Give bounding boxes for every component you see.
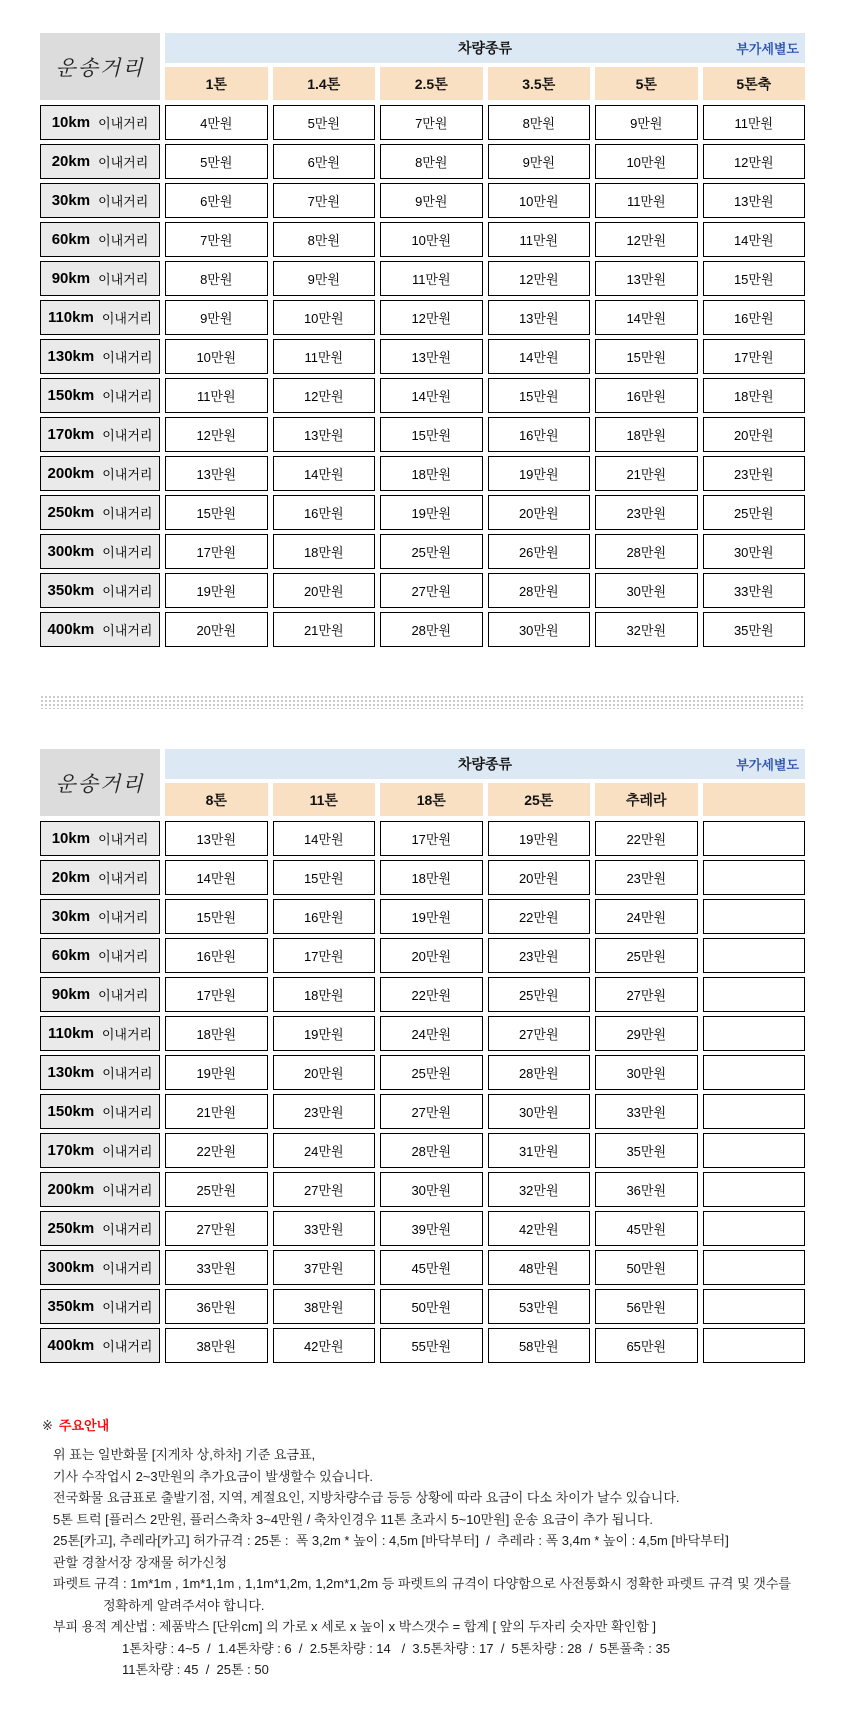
distance-value: 60km: [51, 947, 91, 964]
price-cell: 21만원: [595, 456, 698, 491]
price-cell: 13만원: [165, 821, 268, 856]
row-label: [40, 378, 160, 413]
price-cell: 16만원: [488, 417, 591, 452]
row-label: [40, 1094, 160, 1129]
table-header-right: [165, 749, 805, 816]
price-cell: 12만원: [380, 300, 483, 335]
price-cell: 13만원: [273, 417, 376, 452]
price-cell: 7만원: [273, 183, 376, 218]
price-cell: 17만원: [273, 938, 376, 973]
price-cell: 13만원: [703, 183, 806, 218]
price-cell: 16만원: [273, 899, 376, 934]
distance-value: 30km: [51, 192, 91, 209]
price-cell: 36만원: [595, 1172, 698, 1207]
distance-value: 150km: [47, 387, 95, 404]
row-label: [40, 495, 160, 530]
distance-suffix: 이내거리: [98, 910, 149, 925]
column-header: [703, 783, 806, 816]
price-cell: 15만원: [273, 860, 376, 895]
price-cell: 65만원: [595, 1328, 698, 1363]
price-cell: 15만원: [703, 261, 806, 296]
price-cell: 14만원: [595, 300, 698, 335]
price-cell: 23만원: [488, 938, 591, 973]
price-cell: 28만원: [488, 573, 591, 608]
distance-value: 400km: [47, 621, 95, 638]
distance-value: 170km: [47, 1142, 95, 1159]
price-cell: 9만원: [165, 300, 268, 335]
distance-suffix: 이내거리: [102, 428, 153, 443]
notice-line: 위 표는 일반화물 [지게차 상,하차] 기준 요금표,: [53, 1447, 316, 1462]
price-cell: 18만원: [380, 860, 483, 895]
row-label: [40, 300, 160, 335]
price-cell: 33만원: [273, 1211, 376, 1246]
price-cell: 36만원: [165, 1289, 268, 1324]
distance-suffix: 이내거리: [102, 467, 153, 482]
price-cell: 8만원: [488, 105, 591, 140]
distance-header: 운송거리: [40, 33, 160, 100]
price-cell: 9만원: [273, 261, 376, 296]
price-cell: 32만원: [595, 612, 698, 647]
distance-value: 110km: [47, 309, 94, 326]
price-cell: 48만원: [488, 1250, 591, 1285]
price-cell: 30만원: [488, 612, 591, 647]
distance-suffix: 이내거리: [102, 1339, 153, 1354]
price-cell: 19만원: [488, 456, 591, 491]
price-cell: 25만원: [165, 1172, 268, 1207]
distance-header: 운송거리: [40, 749, 160, 816]
column-header: 25톤: [488, 783, 591, 816]
price-cell: 9만원: [380, 183, 483, 218]
table-header-right: [165, 33, 805, 100]
column-header: 추레라: [595, 783, 698, 816]
distance-value: 300km: [47, 543, 95, 560]
row-label: [40, 456, 160, 491]
price-cell: 30만원: [380, 1172, 483, 1207]
distance-value: 60km: [51, 231, 91, 248]
price-cell: 9만원: [595, 105, 698, 140]
price-cell: 4만원: [165, 105, 268, 140]
distance-value: 400km: [47, 1337, 95, 1354]
price-cell: 25만원: [595, 938, 698, 973]
distance-value: 170km: [47, 426, 95, 443]
price-cell: 21만원: [165, 1094, 268, 1129]
row-label: [40, 1016, 160, 1051]
column-headers: [165, 783, 805, 816]
distance-suffix: 이내거리: [98, 949, 149, 964]
row-label: [40, 417, 160, 452]
price-cell: 8만원: [273, 222, 376, 257]
price-cell: 11만원: [488, 222, 591, 257]
price-cell: 27만원: [165, 1211, 268, 1246]
price-cell: 58만원: [488, 1328, 591, 1363]
table-header: [40, 749, 805, 816]
price-cell: 33만원: [165, 1250, 268, 1285]
distance-suffix: 이내거리: [102, 1183, 153, 1198]
price-cell: [703, 1289, 806, 1324]
price-cell: 18만원: [165, 1016, 268, 1051]
price-cell: 27만원: [273, 1172, 376, 1207]
price-cell: [703, 899, 806, 934]
distance-value: 350km: [47, 1298, 95, 1315]
price-cell: [703, 1016, 806, 1051]
notice-line: 기사 수작업시 2~3만원의 추가요금이 발생할수 있습니다.: [53, 1468, 373, 1484]
price-cell: 42만원: [488, 1211, 591, 1246]
price-cell: 30만원: [595, 1055, 698, 1090]
price-cell: 18만원: [703, 378, 806, 413]
row-label: [40, 938, 160, 973]
distance-suffix: 이내거리: [98, 832, 149, 847]
price-cell: 17만원: [165, 977, 268, 1012]
price-cell: 28만원: [488, 1055, 591, 1090]
price-cell: 27만원: [488, 1016, 591, 1051]
price-cell: 7만원: [380, 105, 483, 140]
price-cell: 18만원: [595, 417, 698, 452]
price-cell: 5만원: [165, 144, 268, 179]
price-cell: 35만원: [595, 1133, 698, 1168]
column-headers: [165, 67, 805, 100]
distance-suffix: 이내거리: [98, 155, 149, 170]
price-cell: [703, 1250, 806, 1285]
fare-table-small-trucks: [40, 33, 805, 647]
price-cell: 31만원: [488, 1133, 591, 1168]
price-cell: 17만원: [703, 339, 806, 374]
distance-value: 300km: [47, 1259, 95, 1276]
price-cell: 30만원: [703, 534, 806, 569]
price-cell: 27만원: [595, 977, 698, 1012]
row-label: [40, 261, 160, 296]
row-label: [40, 1289, 160, 1324]
price-cell: 20만원: [165, 612, 268, 647]
column-header: 1.4톤: [273, 67, 376, 100]
price-cell: 27만원: [380, 1094, 483, 1129]
distance-value: 250km: [47, 1220, 95, 1237]
distance-value: 20km: [51, 153, 91, 170]
column-header: 2.5톤: [380, 67, 483, 100]
price-cell: 23만원: [703, 456, 806, 491]
price-cell: 25만원: [488, 977, 591, 1012]
distance-value: 10km: [51, 114, 91, 131]
row-label: [40, 612, 160, 647]
price-cell: 11만원: [380, 261, 483, 296]
row-label: [40, 1250, 160, 1285]
row-label: [40, 183, 160, 218]
price-cell: 19만원: [380, 899, 483, 934]
price-cell: 32만원: [488, 1172, 591, 1207]
row-label: [40, 899, 160, 934]
price-cell: 16만원: [703, 300, 806, 335]
price-cell: 15만원: [595, 339, 698, 374]
column-header: 8톤: [165, 783, 268, 816]
price-cell: 21만원: [273, 612, 376, 647]
price-cell: 35만원: [703, 612, 806, 647]
row-label: [40, 105, 160, 140]
price-cell: 50만원: [380, 1289, 483, 1324]
row-label: [40, 339, 160, 374]
price-cell: 6만원: [165, 183, 268, 218]
distance-value: 250km: [47, 504, 95, 521]
distance-suffix: 이내거리: [102, 1300, 153, 1315]
distance-suffix: 이내거리: [98, 116, 149, 131]
price-cell: 28만원: [380, 612, 483, 647]
price-cell: [703, 1094, 806, 1129]
price-cell: 11만원: [273, 339, 376, 374]
distance-value: 150km: [47, 1103, 95, 1120]
column-header: 3.5톤: [488, 67, 591, 100]
distance-suffix: 이내거리: [98, 871, 149, 886]
price-cell: 16만원: [595, 378, 698, 413]
row-label: [40, 1211, 160, 1246]
distance-suffix: 이내거리: [102, 1222, 153, 1237]
row-label: [40, 573, 160, 608]
price-cell: 45만원: [595, 1211, 698, 1246]
price-cell: 12만원: [595, 222, 698, 257]
price-cell: 23만원: [595, 860, 698, 895]
row-label: [40, 977, 160, 1012]
distance-suffix: 이내거리: [102, 506, 153, 521]
price-cell: 19만원: [488, 821, 591, 856]
notice-line: 11톤차량 : 45 / 25톤 : 50: [122, 1662, 269, 1677]
price-cell: 14만원: [165, 860, 268, 895]
asterisk-mark: ※: [42, 1418, 53, 1433]
price-cell: 11만원: [165, 378, 268, 413]
column-header: 11톤: [273, 783, 376, 816]
distance-suffix: 이내거리: [98, 988, 149, 1003]
price-cell: 20만원: [488, 495, 591, 530]
price-cell: 10만원: [273, 300, 376, 335]
price-cell: 15만원: [488, 378, 591, 413]
notice-line: 관할 경찰서장 장재물 허가신청: [53, 1554, 228, 1570]
price-cell: 26만원: [488, 534, 591, 569]
column-header: 18톤: [380, 783, 483, 816]
price-cell: 11만원: [703, 105, 806, 140]
distance-value: 30km: [51, 908, 91, 925]
price-cell: 13만원: [595, 261, 698, 296]
price-cell: 23만원: [595, 495, 698, 530]
vat-note: 부가세별도: [736, 41, 799, 57]
distance-suffix: 이내거리: [101, 311, 153, 326]
price-cell: 15만원: [165, 899, 268, 934]
price-cell: 28만원: [380, 1133, 483, 1168]
notice-title-text: 주요안내: [58, 1418, 110, 1433]
price-cell: 6만원: [273, 144, 376, 179]
table-body: [40, 105, 805, 647]
distance-suffix: 이내거리: [102, 1105, 153, 1120]
price-cell: 25만원: [703, 495, 806, 530]
row-label: [40, 222, 160, 257]
price-cell: [703, 1211, 806, 1246]
price-cell: 10만원: [488, 183, 591, 218]
price-cell: 23만원: [273, 1094, 376, 1129]
price-cell: 15만원: [165, 495, 268, 530]
price-cell: 10만원: [595, 144, 698, 179]
vehicle-type-header: 차량종류: [457, 756, 513, 772]
distance-value: 20km: [51, 869, 91, 886]
price-cell: 17만원: [165, 534, 268, 569]
notice-title: [42, 1415, 805, 1434]
table-header: [40, 33, 805, 100]
distance-suffix: 이내거리: [102, 350, 153, 365]
distance-value: 90km: [51, 270, 91, 287]
price-cell: 13만원: [488, 300, 591, 335]
distance-suffix: 이내거리: [102, 1144, 153, 1159]
price-cell: 25만원: [380, 534, 483, 569]
price-cell: 15만원: [380, 417, 483, 452]
price-cell: 18만원: [273, 534, 376, 569]
distance-value: 130km: [47, 1064, 95, 1081]
fare-table-large-trucks: [40, 749, 805, 1363]
price-cell: 29만원: [595, 1016, 698, 1051]
price-cell: 55만원: [380, 1328, 483, 1363]
price-cell: [703, 860, 806, 895]
row-label: [40, 860, 160, 895]
dotted-divider: [40, 695, 805, 709]
price-cell: 13만원: [380, 339, 483, 374]
row-label: [40, 1172, 160, 1207]
price-cell: 50만원: [595, 1250, 698, 1285]
price-cell: 22만원: [380, 977, 483, 1012]
price-cell: [703, 1328, 806, 1363]
distance-value: 90km: [51, 986, 91, 1003]
price-cell: 20만원: [380, 938, 483, 973]
price-cell: 8만원: [165, 261, 268, 296]
price-cell: 42만원: [273, 1328, 376, 1363]
price-cell: 17만원: [380, 821, 483, 856]
price-cell: [703, 821, 806, 856]
price-cell: [703, 1055, 806, 1090]
row-label: [40, 1055, 160, 1090]
distance-value: 10km: [51, 830, 91, 847]
price-cell: [703, 1172, 806, 1207]
distance-suffix: 이내거리: [102, 623, 153, 638]
price-cell: 13만원: [165, 456, 268, 491]
vehicle-type-header: 차량종류: [457, 40, 513, 56]
notice-line: 1톤차량 : 4~5 / 1.4톤차량 : 6 / 2.5톤차량 : 14 / 3.5톤차량 : 17 / 5톤차량 : 28 / 5톤풀축 : 35: [122, 1640, 670, 1656]
price-cell: 9만원: [488, 144, 591, 179]
vehicle-type-band: [165, 749, 805, 779]
price-cell: 30만원: [595, 573, 698, 608]
row-label: [40, 1328, 160, 1363]
price-cell: 14만원: [703, 222, 806, 257]
distance-value: 200km: [47, 1181, 95, 1198]
price-cell: 16만원: [273, 495, 376, 530]
price-cell: 10만원: [165, 339, 268, 374]
price-cell: 37만원: [273, 1250, 376, 1285]
price-cell: 20만원: [273, 573, 376, 608]
column-header: 1톤: [165, 67, 268, 100]
price-cell: 20만원: [488, 860, 591, 895]
notice-line: 5톤 트럭 [플러스 2만원, 플러스축차 3~4만원 / 축차인경우 11톤 초과시 5~10만원] 운송 요금이 추가 됩니다.: [53, 1511, 654, 1527]
price-cell: 25만원: [380, 1055, 483, 1090]
price-cell: 16만원: [165, 938, 268, 973]
distance-suffix: 이내거리: [98, 272, 149, 287]
vat-note: 부가세별도: [736, 757, 799, 773]
column-header: 5톤축: [703, 67, 806, 100]
price-cell: 19만원: [273, 1016, 376, 1051]
price-cell: 53만원: [488, 1289, 591, 1324]
notice-line: 전국화물 요금표로 출발기점, 지역, 계절요인, 지방차량수급 등등 상황에 따라 요금이 다소 차이가 날수 있습니다.: [53, 1490, 680, 1505]
price-cell: 12만원: [165, 417, 268, 452]
notice-line: 정확하게 알려주셔야 합니다.: [103, 1597, 265, 1613]
price-cell: 10만원: [380, 222, 483, 257]
price-cell: 12만원: [488, 261, 591, 296]
notice-line: 파렛트 규격 : 1m*1m , 1m*1,1m , 1,1m*1,2m, 1,2m*1,2m 등 파렛트의 규격이 다양함으로 사전통화시 정확한 파렛트 규격 및 갯수를: [53, 1576, 791, 1591]
distance-suffix: 이내거리: [101, 1027, 153, 1042]
distance-suffix: 이내거리: [102, 389, 153, 404]
price-cell: 30만원: [488, 1094, 591, 1129]
price-cell: 20만원: [703, 417, 806, 452]
price-cell: 20만원: [273, 1055, 376, 1090]
distance-suffix: 이내거리: [102, 584, 153, 599]
price-cell: 28만원: [595, 534, 698, 569]
price-cell: 24만원: [595, 899, 698, 934]
vehicle-type-band: [165, 33, 805, 63]
distance-suffix: 이내거리: [98, 194, 149, 209]
distance-suffix: 이내거리: [102, 545, 153, 560]
price-cell: 12만원: [273, 378, 376, 413]
distance-value: 200km: [47, 465, 95, 482]
price-cell: 14만원: [488, 339, 591, 374]
price-cell: 39만원: [380, 1211, 483, 1246]
notice-line: 25톤[카고], 추레라[카고] 허가규격 : 25톤 : 폭 3,2m * 높이 : 4,5m [바닥부터] / 추레라 : 폭 3,4m * 높이 : 4,5m [바닥부터]: [53, 1533, 729, 1548]
distance-suffix: 이내거리: [102, 1066, 153, 1081]
price-cell: 45만원: [380, 1250, 483, 1285]
price-cell: 24만원: [380, 1016, 483, 1051]
price-cell: [703, 977, 806, 1012]
price-cell: 27만원: [380, 573, 483, 608]
price-cell: 22만원: [165, 1133, 268, 1168]
distance-suffix: 이내거리: [98, 233, 149, 248]
price-cell: 7만원: [165, 222, 268, 257]
price-cell: 18만원: [273, 977, 376, 1012]
price-cell: 12만원: [703, 144, 806, 179]
price-cell: 22만원: [488, 899, 591, 934]
price-cell: 33만원: [703, 573, 806, 608]
price-cell: [703, 1133, 806, 1168]
price-cell: 38만원: [273, 1289, 376, 1324]
row-label: [40, 821, 160, 856]
notice-line: 부피 용적 계산법 : 제품박스 [단위cm] 의 가로 x 세로 x 높이 x 박스갯수 = 합계 [ 앞의 두자리 숫자만 확인함 ]: [53, 1619, 656, 1634]
price-cell: 14만원: [273, 456, 376, 491]
row-label: [40, 144, 160, 179]
distance-value: 350km: [47, 582, 95, 599]
price-cell: 19만원: [165, 1055, 268, 1090]
row-label: [40, 1133, 160, 1168]
price-cell: 18만원: [380, 456, 483, 491]
price-cell: 14만원: [380, 378, 483, 413]
price-cell: 24만원: [273, 1133, 376, 1168]
table-body: [40, 821, 805, 1363]
price-cell: 11만원: [595, 183, 698, 218]
price-cell: 14만원: [273, 821, 376, 856]
price-cell: 5만원: [273, 105, 376, 140]
price-cell: 22만원: [595, 821, 698, 856]
distance-suffix: 이내거리: [102, 1261, 153, 1276]
price-cell: 19만원: [380, 495, 483, 530]
price-cell: 19만원: [165, 573, 268, 608]
distance-value: 110km: [47, 1025, 94, 1042]
column-header: 5톤: [595, 67, 698, 100]
distance-value: 130km: [47, 348, 95, 365]
price-cell: 56만원: [595, 1289, 698, 1324]
price-cell: 38만원: [165, 1328, 268, 1363]
price-cell: 33만원: [595, 1094, 698, 1129]
price-cell: 8만원: [380, 144, 483, 179]
price-cell: [703, 938, 806, 973]
row-label: [40, 534, 160, 569]
notice-section: [40, 1415, 805, 1681]
notice-lines: [40, 1444, 805, 1681]
